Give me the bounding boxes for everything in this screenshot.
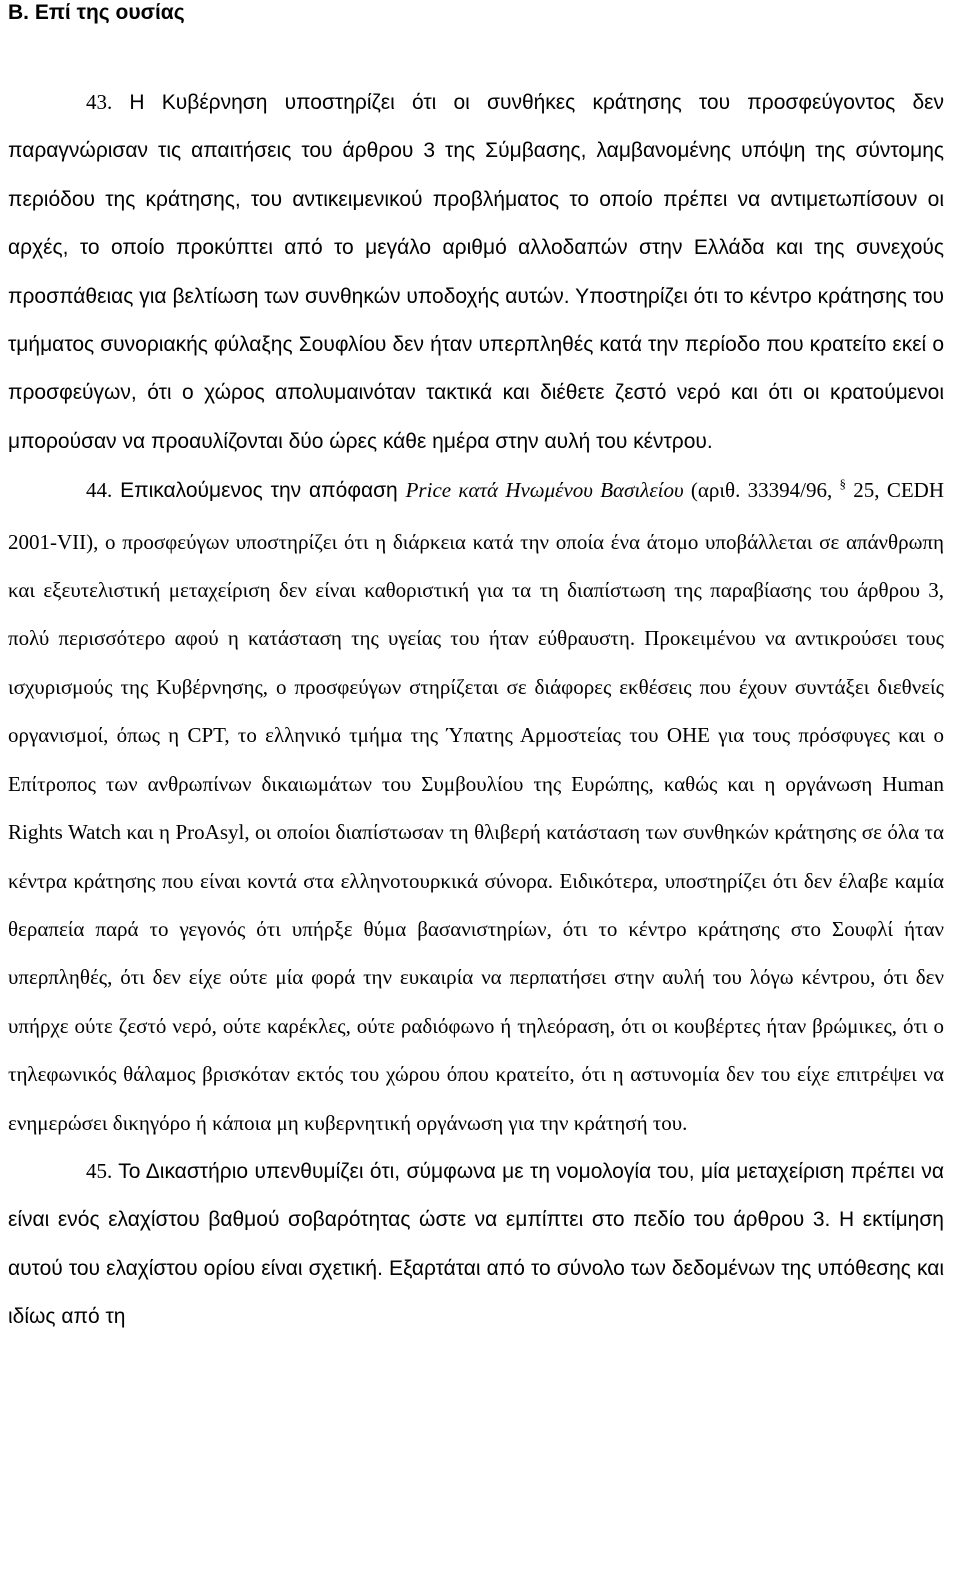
paragraph-44 — [8, 466, 944, 1147]
case-reference-a: (αριθ. 33394/96, — [683, 478, 840, 503]
paragraph-44-number: 44. — [86, 478, 113, 503]
paragraph-45-number: 45. — [86, 1158, 113, 1183]
case-name: Price κατά Ηνωμένου Βασιλείου — [405, 478, 684, 503]
paragraph-43-number: 43. — [86, 90, 113, 114]
paragraph-45-text: Το Δικαστήριο υπενθυμίζει ότι, σύμφωνα με τη νομολογία του, μία μεταχείριση πρέπει να είναι ενός ελαχίστου βαθμού σοβαρότητας ώστε να εμπίπτει στο πεδίο του άρθρου 3. Η εκτίμηση αυτού του ελαχίστου ορίου είναι σχετική. Εξαρτάται από το σύνολο των δεδομένων της υπόθεσης και ιδίως από τη — [8, 1159, 944, 1329]
paragraph-44-intro: Επικαλούμενος την απόφαση — [112, 479, 406, 503]
section-sign-mark: § — [839, 476, 846, 492]
paragraph-45 — [8, 1147, 944, 1342]
paragraph-43 — [8, 78, 944, 466]
paragraph-43-text: Η Κυβέρνηση υποστηρίζει ότι οι συνθήκες κράτησης του προσφεύγοντος δεν παραγνώρισαν τις απαιτήσεις του άρθρου 3 της Σύμβασης, λαμβανομένης υπόψη της σύντομης περιόδου της κράτησης, του αντικειμενικού προβλήματος το οποίο πρέπει να αντιμετωπίσουν οι αρχές, το οποίο προκύπτει από το μεγάλο αριθμό αλλοδαπών στην Ελλάδα και της συνεχούς προσπάθειας για βελτίωση των συνθηκών υποδοχής αυτών. Υποστηρίζει ότι το κέντρο κράτησης του τμήματος συνοριακής φύλαξης Σουφλίου δεν ήταν υπερπληθές κατά την περίοδο που κρατείτο εκεί ο προσφεύγων, ότι ο χώρος απολυμαινόταν τακτικά και διέθετε ζεστό νερό και ότι οι κρατούμενοι μπορούσαν να προαυλίζονται δύο ώρες κάθε ημέρα στην αυλή του κέντρου. — [8, 91, 944, 453]
section-heading: B. Επί της ουσίας — [8, 1, 185, 24]
paragraph-44-text: 25, CEDH 2001-VII), ο προσφεύγων υποστηρίζει ότι η διάρκεια κατά την οποία ένα άτομο υποβάλλεται σε απάνθρωπη και εξευτελιστική μεταχείριση δεν είναι καθοριστική για τα τη διαπίστωση της παραβίασης του άρθρου 3, πολύ περισσότερο αφού η κατάσταση της υγείας του ήταν εύθραυστη. Προκειμένου να αντικρούσει τους ισχυρισμούς της Κυβέρνησης, ο προσφεύγων στηρίζεται σε διάφορες εκθέσεις που έχουν συντάξει διεθνείς οργανισμοί, όπως η CPT, το ελληνικό τμήμα της Ύπατης Αρμοστείας του ΟΗΕ για τους πρόσφυγες και ο Επίτροπος των ανθρωπίνων δικαιωμάτων του Συμβουλίου της Ευρώπης, καθώς και η οργάνωση Human Rights Watch και η ProAsyl, οι οποίοι διαπίστωσαν τη θλιβερή κατάσταση των συνθηκών κράτησης σε όλα τα κέντρα κράτησης που είναι κοντά στα ελληνοτουρκικά σύνορα. Ειδικότερα, υποστηρίζει ότι δεν έλαβε καμία θεραπεία παρά το γεγονός ότι υπήρξε θύμα βασανιστηρίων, ότι το κέντρο κράτησης στο Σουφλί ήταν υπερπληθές, ότι δεν είχε ούτε μία φορά την ευκαιρία να περπατήσει στην αυλή του λόγω κέντρου, ότι δεν υπήρχε ούτε ζεστό νερό, ούτε καρέκλες, ούτε ραδιόφωνο ή τηλεόραση, ότι οι κουβέρτες ήταν βρώμικες, ότι ο τηλεφωνικός θάλαμος βρισκόταν εκτός του χώρου όπου κρατείτο, ότι η αστυνομία δεν του είχε επιτρέψει να ενημερώσει δικηγόρο ή κάποια μη κυβερνητική οργάνωση για την κράτησή του. — [8, 478, 945, 1135]
